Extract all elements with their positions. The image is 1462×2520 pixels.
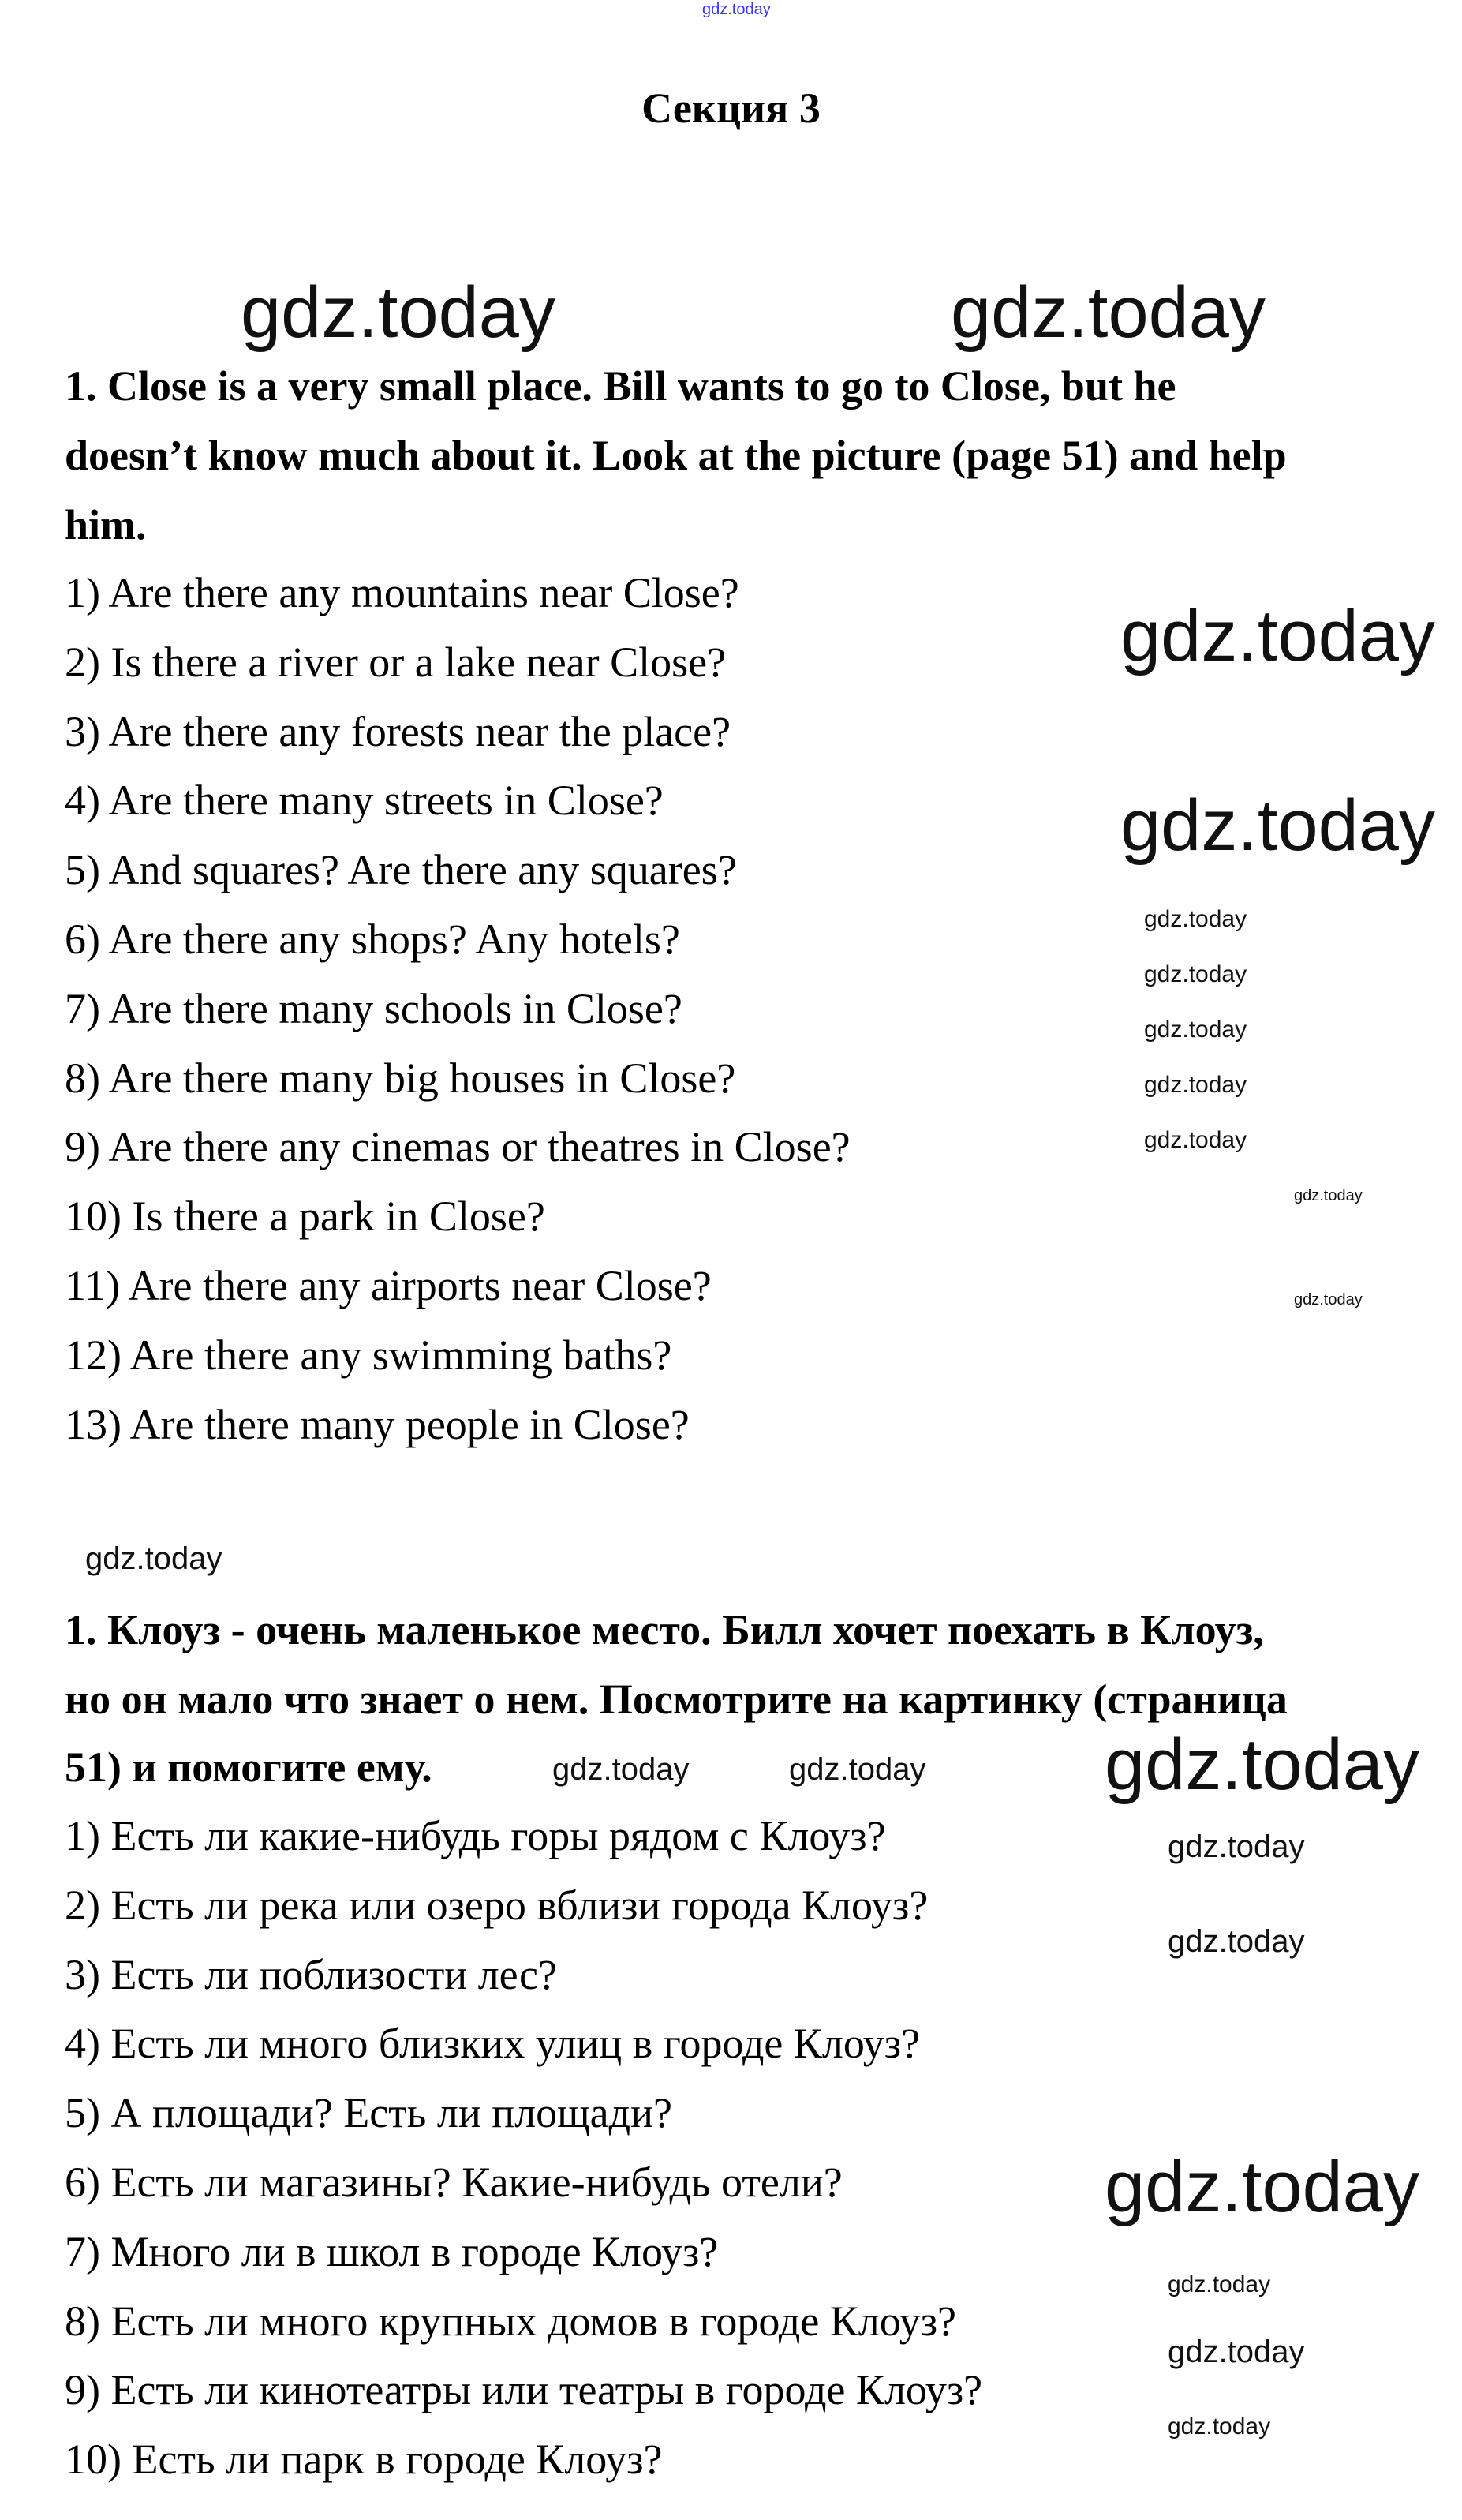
watermark: gdz.today: [1120, 596, 1435, 676]
heading-line: him.: [65, 501, 147, 549]
question-item: 13) Are there many people in Close?: [65, 1400, 690, 1448]
watermark: gdz.today: [1294, 1291, 1363, 1309]
question-item: 3) Есть ли поблизости лес?: [65, 1950, 557, 1998]
question-item: 5) А площади? Есть ли площади?: [65, 2089, 672, 2137]
question-item: 9) Есть ли кинотеатры или театры в городе Клоуз?: [65, 2366, 983, 2414]
question-item: 2) Есть ли река или озеро вблизи города Клоуз?: [65, 1881, 929, 1929]
watermark: gdz.today: [552, 1752, 690, 1787]
watermark: gdz.today: [85, 1541, 222, 1576]
question-item: 9) Are there any cinemas or theatres in Close?: [65, 1123, 851, 1171]
watermark: gdz.today: [1144, 1017, 1247, 1043]
question-item: 7) Много ли в школ в городе Клоуз?: [65, 2227, 719, 2275]
watermark: gdz.today: [1144, 1127, 1247, 1153]
watermark: gdz.today: [1294, 1187, 1363, 1204]
heading-line: но он мало что знает о нем. Посмотрите на картинку (страница: [65, 1676, 1288, 1723]
watermark: gdz.today: [1168, 2413, 1271, 2439]
question-item: 1) Are there any mountains near Close?: [65, 569, 739, 616]
question-item: 7) Are there many schools in Close?: [65, 984, 682, 1032]
question-item: 4) Есть ли много близких улиц в городе Клоуз?: [65, 2020, 921, 2068]
heading-line: 1. Клоуз - очень маленькое место. Билл хочет поехать в Клоуз,: [65, 1606, 1264, 1653]
watermark: gdz.today: [241, 272, 555, 353]
question-item: 6) Are there any shops? Any hotels?: [65, 916, 680, 963]
watermark: gdz.today: [951, 272, 1266, 353]
watermark: gdz.today: [1168, 2271, 1271, 2297]
question-item: 11) Are there any airports near Close?: [65, 1262, 712, 1309]
heading-line: 1. Close is a very small place. Bill wants to go to Close, but he: [65, 362, 1176, 410]
page-title: Секция 3: [641, 84, 821, 132]
watermark: gdz.today: [789, 1752, 926, 1787]
question-item: 4) Are there many streets in Close?: [65, 777, 664, 825]
question-item: 8) Are there many big houses in Close?: [65, 1054, 736, 1102]
watermark: gdz.today: [1144, 961, 1247, 987]
watermark: gdz.today: [1105, 2147, 1419, 2227]
question-item: 10) Есть ли парк в городе Клоуз?: [65, 2436, 663, 2484]
question-item: 6) Есть ли магазины? Какие-нибудь отели?: [65, 2159, 843, 2206]
watermark: gdz.today: [1168, 1924, 1305, 1959]
question-item: 10) Is there a park in Close?: [65, 1193, 545, 1241]
watermark: gdz.today: [1168, 2335, 1305, 2369]
heading-line: 51) и помогите ему.: [65, 1743, 432, 1791]
watermark: gdz.today: [1120, 785, 1435, 866]
watermark: gdz.today: [1168, 1829, 1305, 1864]
question-item: 3) Are there any forests near the place?: [65, 707, 731, 755]
question-item: 5) And squares? Are there any squares?: [65, 846, 737, 894]
question-item: 1) Есть ли какие-нибудь горы рядом с Клоуз?: [65, 1812, 886, 1859]
question-item: 2) Is there a river or a lake near Close?: [65, 638, 727, 686]
question-item: 8) Есть ли много крупных домов в городе Клоуз?: [65, 2297, 956, 2345]
watermark: gdz.today: [702, 1, 771, 18]
question-item: 12) Are there any swimming baths?: [65, 1331, 672, 1379]
watermark: gdz.today: [1144, 1072, 1247, 1098]
heading-line: doesn’t know much about it. Look at the picture (page 51) and help: [65, 432, 1287, 479]
watermark: gdz.today: [1144, 906, 1247, 932]
watermark: gdz.today: [1105, 1724, 1419, 1805]
